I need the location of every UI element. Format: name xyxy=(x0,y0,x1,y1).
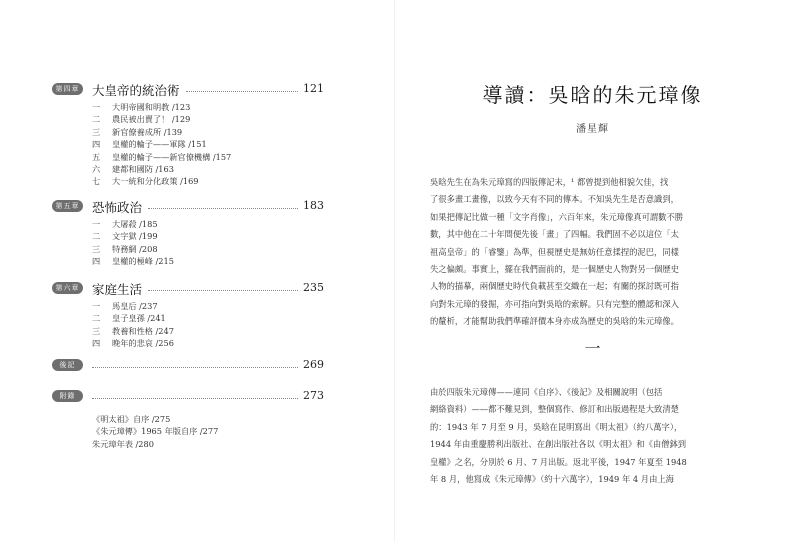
chapter-title: 大皇帝的統治術 xyxy=(92,83,180,98)
dot-leader xyxy=(186,91,299,92)
article-title: 導讀：吳晗的朱元璋像 xyxy=(482,83,703,107)
toc-section-item[interactable] xyxy=(52,101,324,113)
section-number: 三 xyxy=(92,325,101,336)
appendix-item[interactable]: 《明太祖》自序 /275 xyxy=(92,414,171,424)
text-line: 年 8 月，他寫成《朱元璋傳》（約十六萬字），1949 年 4 月由上海 xyxy=(430,473,674,484)
section-list xyxy=(52,218,324,268)
section-number: 三 xyxy=(92,243,101,254)
toc-chapter[interactable] xyxy=(52,358,324,374)
article-author: 潘星輝 xyxy=(576,124,609,135)
section-title: 大屠殺 /185 xyxy=(112,219,158,229)
chapter-badge: 第五章 xyxy=(52,200,83,212)
toc-chapter-heading xyxy=(52,199,324,215)
section-title: 新官僚養成所 /139 xyxy=(112,126,183,137)
section-number: 七 xyxy=(92,176,101,187)
chapter-title: 家庭生活 xyxy=(92,282,143,297)
dot-leader xyxy=(92,398,298,399)
section-number: 一 xyxy=(584,339,601,358)
section-title: 皇子皇孫 /241 xyxy=(112,313,166,324)
paragraph-section-one xyxy=(430,384,736,488)
toc-section-item[interactable] xyxy=(52,300,324,312)
toc-chapter[interactable] xyxy=(52,82,324,188)
section-number: 四 xyxy=(92,338,101,349)
toc-section-item[interactable] xyxy=(52,126,324,138)
toc-section-item[interactable] xyxy=(52,163,324,175)
toc-chapter-heading xyxy=(52,358,324,374)
section-number: 四 xyxy=(92,256,101,267)
toc-section-item[interactable] xyxy=(52,337,324,349)
toc-chapter[interactable] xyxy=(52,199,324,268)
section-title: 大明帝國和明教 /123 xyxy=(112,102,191,112)
text-line: 網絡資料）——都不難見到，整個寫作、修訂和出版過程是大致清楚 xyxy=(430,404,679,415)
toc-section-item[interactable] xyxy=(52,325,324,337)
toc-section-item[interactable] xyxy=(52,151,324,163)
dot-leader xyxy=(148,208,298,209)
section-number: 二 xyxy=(92,313,101,324)
section-title: 皇權的輪子——新官僚機構 /157 xyxy=(112,151,232,162)
section-number: 五 xyxy=(92,151,101,162)
chapter-page-number: 121 xyxy=(303,82,324,95)
chapter-page-number: 273 xyxy=(303,389,324,402)
chapter-title: 恐怖政治 xyxy=(92,200,143,215)
section-number: 三 xyxy=(92,126,101,137)
appendix-list xyxy=(52,413,324,450)
text-line: 1944 年由重慶勝利出版社、在創出版社各以《明太祖》和《由僧鉢到 xyxy=(430,439,687,450)
text-line: 了很多畫工畫像，以致今天有不同的傳本。不知吳先生是否意識到， xyxy=(430,194,679,205)
section-list xyxy=(52,300,324,350)
text-line: 由於四版朱元璋傳——連同《自序》、《後記》及相關說明（包括 xyxy=(430,387,663,397)
toc-chapter-heading xyxy=(52,389,324,405)
text-line: 的：1943 年 7 月至 9 月，吳晗在昆明寫出《明太祖》（約八萬字）， xyxy=(430,421,683,432)
toc-chapter-heading xyxy=(52,82,324,98)
section-title: 農民被出賣了！ /129 xyxy=(112,114,191,125)
section-title: 教養和性格 /247 xyxy=(112,325,174,336)
toc-chapter[interactable] xyxy=(52,281,324,350)
section-title: 皇權的輪子——軍隊 /151 xyxy=(112,139,207,150)
chapter-page-number: 269 xyxy=(303,358,324,371)
section-number: 一 xyxy=(92,102,101,112)
toc-section-item[interactable] xyxy=(52,230,324,242)
text-line: 失之偏頗。事實上，擺在我們面前的，是一個歷史人物對另一個歷史 xyxy=(430,263,679,274)
section-title: 晚年的悲哀 /256 xyxy=(112,338,174,349)
toc-section-item[interactable] xyxy=(52,255,324,267)
article-page xyxy=(395,0,790,542)
chapter-badge: 第六章 xyxy=(52,282,83,294)
chapter-badge: 後記 xyxy=(52,359,83,371)
toc-section-item[interactable] xyxy=(52,312,324,324)
section-number: 一 xyxy=(92,219,101,229)
toc-section-item[interactable] xyxy=(52,243,324,255)
text-line: 皇權》之名，分別於 6 月、7 月出版。返北平後，1947 年夏至 1948 xyxy=(430,456,687,467)
appendix-item[interactable]: 朱元璋年表 /280 xyxy=(92,438,154,449)
text-line: 如果把傳記比做一種「文字肖像」，六百年來，朱元璋像真可謂數不勝 xyxy=(430,211,684,222)
section-number: 四 xyxy=(92,139,101,150)
toc-section-item[interactable] xyxy=(52,218,324,230)
paragraph-intro xyxy=(430,174,736,331)
dot-leader xyxy=(92,367,298,368)
toc-section-item[interactable] xyxy=(52,138,324,150)
section-title: 建都和國防 /163 xyxy=(112,163,174,174)
section-number: 一 xyxy=(92,301,101,311)
text-line: 的釐析，才能幫助我們準確評價本身亦成為歷史的吳晗的朱元璋像。 xyxy=(430,316,679,327)
appendix-item[interactable]: 《朱元璋傳》1965 年版自序 /277 xyxy=(92,426,219,437)
section-title: 皇權的極峰 /215 xyxy=(112,256,174,267)
section-title: 大一統和分化政策 /169 xyxy=(112,176,199,187)
text-line: 數，其中他在二十年間便先後「畫」了四幅。我們固不必以這位「太 xyxy=(430,229,679,240)
chapter-badge: 附錄 xyxy=(52,390,83,402)
chapter-badge: 第四章 xyxy=(52,83,83,95)
section-number: 二 xyxy=(92,231,101,242)
section-number: 六 xyxy=(92,163,101,174)
chapter-page-number: 235 xyxy=(303,281,324,294)
section-title: 馬皇后 /237 xyxy=(112,301,158,311)
toc-section-item[interactable] xyxy=(52,113,324,125)
text-line: 吳晗先生在為朱元璋寫的四版傳記末，¹ 都曾提到他相貌欠佳，找 xyxy=(430,177,669,187)
section-list xyxy=(52,101,324,188)
toc-chapter-heading xyxy=(52,281,324,297)
toc-chapter[interactable] xyxy=(52,389,324,450)
text-line: 人物的描摹，兩個歷史時代負載甚至交織在一起；有關的探討既可指 xyxy=(430,281,679,292)
section-number: 二 xyxy=(92,114,101,125)
text-line: 祖高皇帝」的「睿鑒」為準，但視歷史是無妨任意揉捏的泥巴，同樣 xyxy=(430,246,679,257)
text-line: 向對朱元璋的發掘，亦可指向對吳晗的索解。只有完整的體認和深入 xyxy=(430,298,679,309)
section-title: 文字獄 /199 xyxy=(112,231,158,242)
chapter-page-number: 183 xyxy=(303,199,324,212)
section-title: 特務網 /208 xyxy=(112,243,158,254)
toc-section-item[interactable] xyxy=(52,175,324,187)
dot-leader xyxy=(148,290,298,291)
